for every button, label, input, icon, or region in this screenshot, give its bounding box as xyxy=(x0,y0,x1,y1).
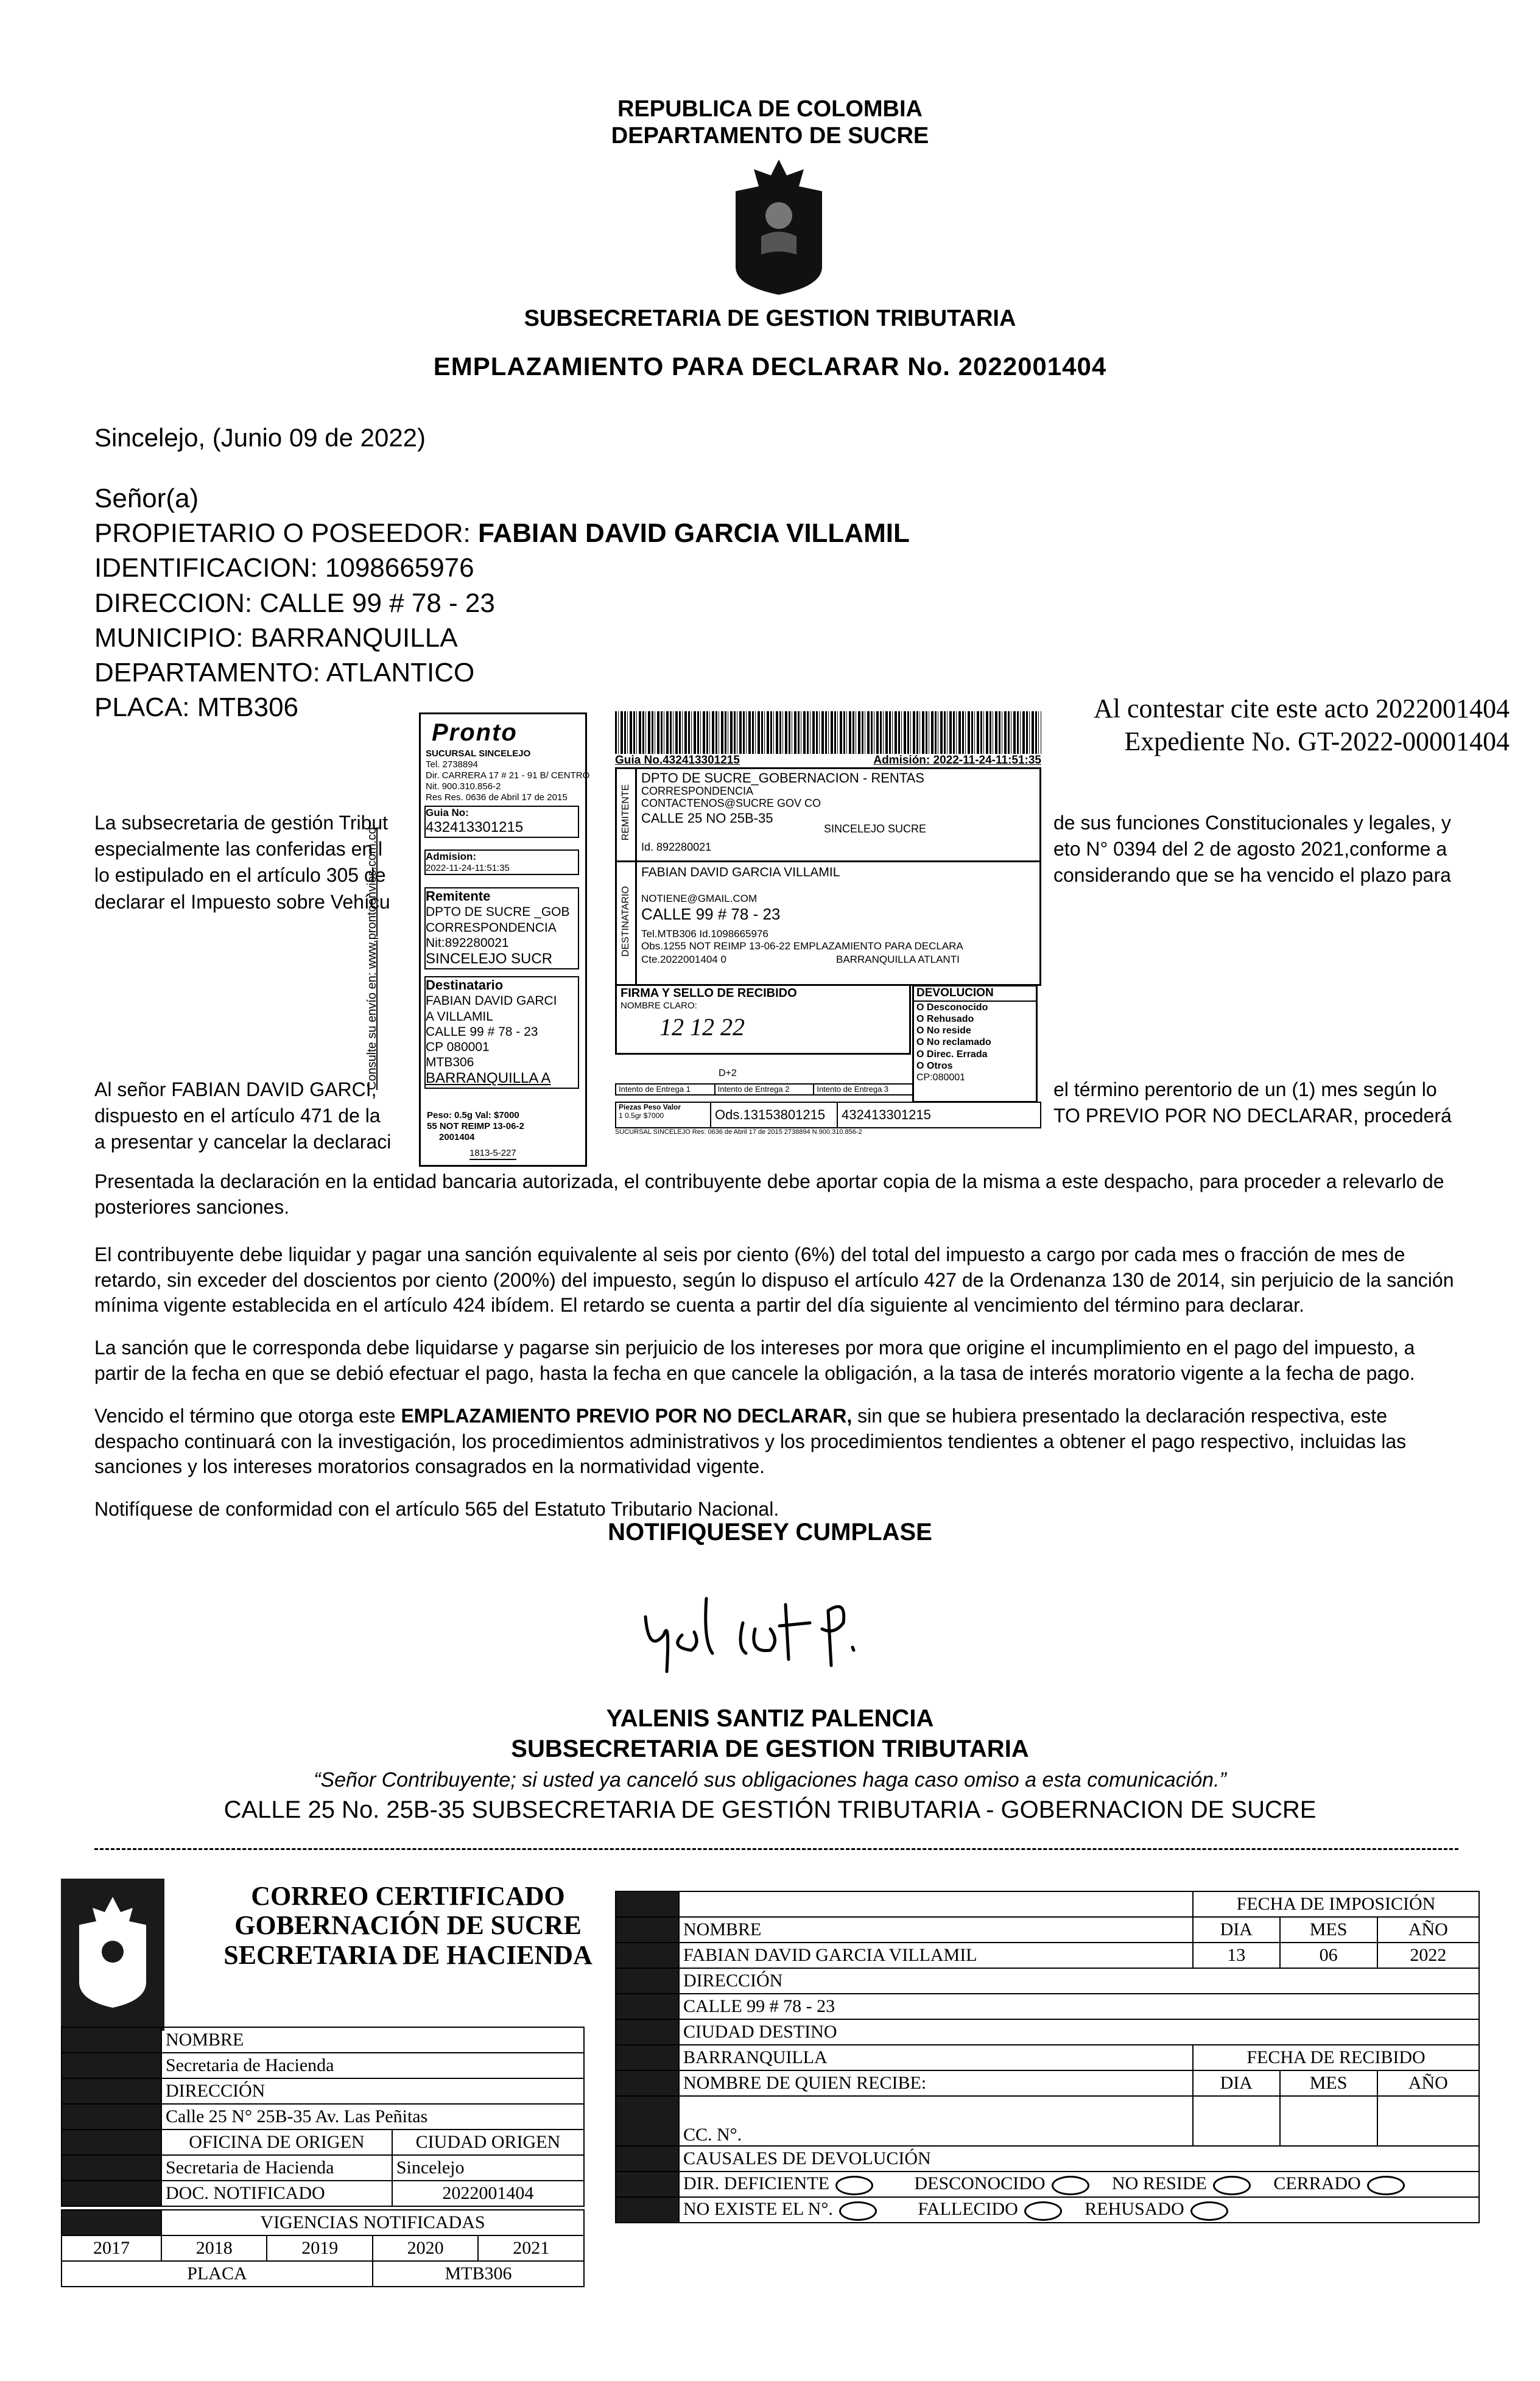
courier-label-small xyxy=(419,712,590,1167)
return-postal-code: CP:080001 xyxy=(916,1072,966,1083)
month-label: MES xyxy=(1280,1917,1377,1943)
return-label: DEVOLUCION xyxy=(914,987,1036,1002)
recipient-label: Destinatario xyxy=(426,977,504,993)
blank-cell xyxy=(1280,2096,1377,2146)
slip-vigencias-table xyxy=(61,2209,585,2287)
sender-box xyxy=(424,887,579,969)
guide-box xyxy=(424,806,579,838)
pieces-values: 1 0.5gr $7000 xyxy=(619,1111,664,1120)
guide-admission-row xyxy=(615,754,1041,767)
recipient-side-label: DESTINATARIO xyxy=(621,886,631,957)
body-right-column xyxy=(1053,810,1451,889)
slip-emblem-block xyxy=(61,1879,164,2031)
blank-cell xyxy=(1193,2096,1280,2146)
order-number: Ods.13153801215 xyxy=(711,1103,838,1127)
taxpayer-note: “Señor Contribuyente; si usted ya canceló sus obligaciones haga caso omiso a esta comunicación.” xyxy=(314,1768,1226,1792)
shade-cell xyxy=(62,2078,161,2104)
destination-city-value: BARRANQUILLA xyxy=(679,2045,1193,2070)
vigencia-year: 2019 xyxy=(267,2235,372,2261)
shade-cell xyxy=(62,2210,161,2235)
cause-deficient-address: DIR. DEFICIENTE xyxy=(683,2173,829,2194)
observation-2: 2001404 xyxy=(439,1132,475,1142)
return-option: O Otros xyxy=(916,1060,953,1071)
branch-footer: SUCURSAL SINCELEJO Res: 0636 de Abril 17 de 2015 2738894 N.900.310.856-2 xyxy=(615,1128,862,1136)
origin-city-label: CIUDAD ORIGEN xyxy=(392,2130,584,2155)
tracking-url-vertical: Consulte su envío en: www.prontoenvios.com.co xyxy=(365,827,379,1090)
courier-branch-nit: Nit. 900.310.856-2 xyxy=(426,781,501,792)
recipient-name: FABIAN DAVID GARCIA VILLAMIL xyxy=(641,865,840,879)
body-left-line: Al señor FABIAN DAVID GARCI, xyxy=(94,1078,377,1100)
year-label: AÑO xyxy=(1377,2070,1479,2096)
shade-cell xyxy=(616,1994,679,2019)
shade-cell xyxy=(616,2146,679,2172)
paragraph-emphasis: EMPLAZAMIENTO PREVIO POR NO DECLARAR, xyxy=(401,1405,853,1427)
cause-checkbox[interactable] xyxy=(1052,2176,1089,2195)
return-causes-row-2 xyxy=(679,2197,1479,2223)
notified-doc-label: DOC. NOTIFICADO xyxy=(161,2181,392,2206)
body-right-line: el término perentorio de un (1) mes según lo xyxy=(1053,1078,1437,1100)
month-label: MES xyxy=(1280,2070,1377,2096)
department-heading: DEPARTAMENTO DE SUCRE xyxy=(611,123,929,149)
destination-city-label: CIUDAD DESTINO xyxy=(679,2019,1479,2045)
delivery-attempt: Intento de Entrega 2 xyxy=(716,1085,815,1094)
courier-branch-address: Dir. CARRERA 17 # 21 - 91 B/ CENTRO xyxy=(426,770,590,781)
observation: 55 NOT REIMP 13-06-2 xyxy=(427,1121,524,1131)
cc-label: CC. N°. xyxy=(679,2096,1193,2146)
delivery-attempt: Intento de Entrega 3 xyxy=(817,1085,889,1094)
return-option: O Desconocido xyxy=(916,1002,988,1013)
shade-cell xyxy=(616,2045,679,2070)
sender-line: DPTO DE SUCRE_GOBERNACION - RENTAS xyxy=(641,770,924,786)
admission-value: 2022-11-24-11:51:35 xyxy=(426,863,510,874)
shade-cell xyxy=(62,2155,161,2181)
paragraph-proceedings xyxy=(94,1404,1464,1480)
municipality-line: MUNICIPIO: BARRANQUILLA xyxy=(94,622,458,653)
slip-title xyxy=(164,1882,652,1970)
slip-title-line: CORREO CERTIFICADO xyxy=(251,1881,565,1911)
admission-box xyxy=(424,849,579,875)
day-value: 13 xyxy=(1193,1943,1280,1968)
vigencias-label: VIGENCIAS NOTIFICADAS xyxy=(161,2210,584,2235)
guide-number-bottom: 432413301215 xyxy=(842,1107,931,1122)
vigencia-year: 2018 xyxy=(161,2235,267,2261)
cut-line xyxy=(94,1848,1458,1850)
cause-deceased: FALLECIDO xyxy=(918,2199,1018,2220)
courier-branch-tel: Tel. 2738894 xyxy=(426,759,478,770)
paragraph-text: Vencido el término que otorga este xyxy=(94,1405,401,1427)
sender-label: Remitente xyxy=(426,888,491,904)
cause-checkbox[interactable] xyxy=(839,2201,877,2221)
sender-line: CORRESPONDENCIA xyxy=(641,785,754,797)
sender-id: Id. 892280021 xyxy=(641,841,712,853)
recipient-account: Cte.2022001404 0 xyxy=(641,954,726,965)
guide-label: Guia No: xyxy=(426,807,469,818)
origin-office-value: Secretaria de Hacienda xyxy=(161,2155,392,2181)
shipment-barcode xyxy=(615,711,1041,754)
pieces-cell xyxy=(616,1103,711,1127)
shade-cell xyxy=(616,1891,679,1917)
pieces-label: Piezas Peso Valor xyxy=(619,1103,681,1111)
admission-line: Admisión: 2022-11-24-11:51:35 xyxy=(873,754,1041,767)
recipient-city: BARRANQUILLA A xyxy=(426,1070,551,1087)
receiver-name-label: NOMBRE DE QUIEN RECIBE: xyxy=(679,2070,1193,2096)
body-right-line: eto N° 0394 del 2 de agosto 2021,conforme a xyxy=(1053,838,1447,860)
guide-line: Guia No.432413301215 xyxy=(615,754,740,767)
courier-branch-res: Res Res. 0636 de Abril 17 de 2015 xyxy=(426,792,568,803)
body-right-line: TO PREVIO POR NO DECLARAR, procederá xyxy=(1053,1105,1452,1127)
sender-address-value: Calle 25 N° 25B-35 Av. Las Peñitas xyxy=(161,2104,584,2130)
sender-email: CONTACTENOS@SUCRE GOV CO xyxy=(641,797,821,809)
sender-address: CALLE 25 NO 25B-35 xyxy=(641,811,773,826)
recipient-address-value: CALLE 99 # 78 - 23 xyxy=(679,1994,1479,2019)
sequence-number: 1813-5-227 xyxy=(469,1148,516,1160)
blank-cell xyxy=(1377,2096,1479,2146)
delivery-code: D+2 xyxy=(719,1068,737,1078)
shade-cell xyxy=(616,1943,679,1968)
notified-doc-value: 2022001404 xyxy=(392,2181,584,2206)
clear-name-label: NOMBRE CLARO: xyxy=(621,1001,697,1011)
blank-cell xyxy=(679,1891,1193,1917)
recipient-observation: Obs.1255 NOT REIMP 13-06-22 EMPLAZAMIENTO PARA DECLARA xyxy=(641,940,963,952)
paragraph-sanction xyxy=(94,1242,1464,1318)
recipient-box xyxy=(424,976,579,1089)
recipient-block xyxy=(94,481,910,725)
shade-cell xyxy=(62,2027,161,2053)
paragraph-text: Presentada la declaración en la entidad bancaria autorizada, el contribuyente debe aportar copia de la misma a este despacho, para proceder a relevarlo de posteriores sanciones. xyxy=(94,1170,1444,1218)
year-value: 2022 xyxy=(1377,1943,1479,1968)
coat-of-arms-emblem xyxy=(731,157,827,296)
plate-value: MTB306 xyxy=(373,2261,584,2287)
sender-address-label: DIRECCIÓN xyxy=(161,2078,584,2104)
received-date-label: FECHA DE RECIBIDO xyxy=(1193,2045,1479,2070)
paragraph-text: sin que se hubiera presentado la declaración respectiva, este despacho continuará con la investigación, los procedimientos administrativos y los procedimientos tendientes a obtener el pago respectivo, incluidas las sanciones y los intereses moratorios consagrados en la normatividad vigente. xyxy=(94,1405,1407,1478)
day-label: DIA xyxy=(1193,1917,1280,1943)
sender-nit: Nit:892280021 xyxy=(426,935,509,950)
paragraph-interest xyxy=(94,1335,1464,1386)
signature-label: FIRMA Y SELLO DE RECIBIDO xyxy=(621,987,797,1000)
sender-side-label: REMITENTE xyxy=(621,784,631,841)
body-left-column-2 xyxy=(94,1077,391,1156)
owner-label: PROPIETARIO O POSEEDOR: xyxy=(94,518,471,549)
recipient-section xyxy=(615,862,1041,986)
shade-cell xyxy=(616,2096,679,2146)
return-causes-label: CAUSALES DE DEVOLUCIÓN xyxy=(679,2146,1479,2172)
month-value: 06 xyxy=(1280,1943,1377,1968)
shade-cell xyxy=(62,2104,161,2130)
paragraph-declaration xyxy=(94,1169,1464,1220)
paragraph-text: El contribuyente debe liquidar y pagar una sanción equivalente al seis por ciento (6%) del total del impuesto a cargo por cada mes o fracción de mes de retardo, sin exceder del doscientos por ciento (200%) del impuesto, según lo dispuso el artículo 427 de la Ordenanza 130 de 2014, sin perjuicio de la sanción mínima vigente establecida en el artículo 424 ibídem. El retardo se cuenta a partir del día siguiente al vencimiento del término para declarar. xyxy=(94,1243,1454,1317)
year-label: AÑO xyxy=(1377,1917,1479,1943)
shade-cell xyxy=(62,2181,161,2206)
body-left-line: La subsecretaria de gestión Tribut xyxy=(94,812,389,834)
receipt-section xyxy=(615,986,1041,1102)
admission-label: Admision: xyxy=(426,851,477,862)
return-causes-row-1 xyxy=(679,2172,1479,2197)
shade-cell xyxy=(62,2130,161,2155)
plate-line: PLACA: MTB306 xyxy=(94,692,299,723)
recipient-postal-code: CP 080001 xyxy=(426,1039,490,1054)
recipient-line: CALLE 99 # 78 - 23 xyxy=(426,1024,538,1039)
origin-office-label: OFICINA DE ORIGEN xyxy=(161,2130,392,2155)
sender-name-value: Secretaria de Hacienda xyxy=(161,2053,584,2078)
cause-not-reside: NO RESIDE xyxy=(1112,2173,1207,2194)
sender-section xyxy=(615,767,1041,862)
place-date: Sincelejo, (Junio 09 de 2022) xyxy=(94,423,426,452)
cause-checkbox[interactable] xyxy=(1367,2176,1405,2195)
sender-city: SINCELEJO SUCRE xyxy=(824,823,927,835)
shade-cell xyxy=(616,2172,679,2197)
identification-line: IDENTIFICACION: 1098665976 xyxy=(94,553,474,583)
body-left-line: lo estipulado en el artículo 305 de xyxy=(94,864,386,887)
vigencia-year: 2020 xyxy=(373,2235,478,2261)
vigencia-year: 2021 xyxy=(478,2235,584,2261)
courier-branch: SUCURSAL SINCELEJO xyxy=(426,748,531,759)
signer-office: SUBSECRETARIA DE GESTION TRIBUTARIA xyxy=(511,1736,1029,1762)
recipient-address-label: DIRECCIÓN xyxy=(679,1968,1479,1994)
shade-cell xyxy=(62,2053,161,2078)
country-heading: REPUBLICA DE COLOMBIA xyxy=(617,96,923,122)
cite-reference: Al contestar cite este acto 2022001404 xyxy=(1093,694,1510,723)
sender-line: DPTO DE SUCRE _GOB xyxy=(426,905,570,920)
handwritten-signature xyxy=(633,1592,926,1684)
cause-checkbox[interactable] xyxy=(1190,2201,1228,2221)
cause-checkbox[interactable] xyxy=(1024,2201,1062,2221)
cause-refused: REHUSADO xyxy=(1085,2199,1184,2220)
signer-name: YALENIS SANTIZ PALENCIA xyxy=(606,1705,934,1732)
return-option: O No reclamado xyxy=(916,1037,991,1048)
return-reasons-box xyxy=(912,985,1038,1103)
document-title: EMPLAZAMIENTO PARA DECLARAR No. 2022001404 xyxy=(433,352,1107,381)
paragraph-text: La sanción que le corresponda debe liquidarse y pagarse sin perjuicio de los intereses por mora que origine el incumplimiento en el pago del impuesto, a partir de la fecha en que se debió efectuar el pago, hasta la fecha en que cancele la obligación, a la tasa de interés moratorio vigente a la fecha de pago. xyxy=(94,1337,1415,1384)
body-right-column-2 xyxy=(1053,1077,1452,1129)
cause-closed: CERRADO xyxy=(1273,2173,1361,2194)
office-heading: SUBSECRETARIA DE GESTION TRIBUTARIA xyxy=(524,306,1016,331)
sender-line: CORRESPONDENCIA xyxy=(426,920,557,935)
recipient-address: CALLE 99 # 78 - 23 xyxy=(641,905,781,923)
recipient-name-value: FABIAN DAVID GARCIA VILLAMIL xyxy=(679,1943,1193,1968)
body-left-line: dispuesto en el artículo 471 de la xyxy=(94,1105,381,1127)
day-label: DIA xyxy=(1193,2070,1280,2096)
vigencia-year: 2017 xyxy=(62,2235,161,2261)
recipient-email: NOTIENE@GMAIL.COM xyxy=(641,893,758,904)
piece-summary-row xyxy=(615,1102,1041,1128)
notify-heading: NOTIFIQUESEY CUMPLASE xyxy=(608,1519,932,1546)
slip-recipient-table xyxy=(615,1891,1480,2223)
sender-name-label: NOMBRE xyxy=(161,2027,584,2053)
address-line: DIRECCION: CALLE 99 # 78 - 23 xyxy=(94,588,495,618)
plate-label: PLACA xyxy=(62,2261,373,2287)
paragraph-text: Notifíquese de conformidad con el artículo 565 del Estatuto Tributario Nacional. xyxy=(94,1498,779,1520)
owner-line xyxy=(94,516,910,550)
courier-brand-logo: Pronto xyxy=(432,719,518,746)
delivery-attempt: Intento de Entrega 1 xyxy=(616,1085,716,1094)
owner-name: FABIAN DAVID GARCIA VILLAMIL xyxy=(477,518,910,549)
slip-sender-table xyxy=(61,2027,585,2207)
shade-cell xyxy=(616,2070,679,2096)
imposition-date-label: FECHA DE IMPOSICIÓN xyxy=(1193,1891,1479,1917)
recipient-phone: Tel.MTB306 Id.1098665976 xyxy=(641,928,768,940)
recipient-line: A VILLAMIL xyxy=(426,1009,493,1024)
courier-label-large xyxy=(615,711,1041,1136)
cause-number-not-exist: NO EXISTE EL N°. xyxy=(683,2199,833,2220)
body-right-line: considerando que se ha vencido el plazo para xyxy=(1053,864,1451,887)
body-left-column xyxy=(94,810,390,915)
body-left-line: declarar el Impuesto sobre Vehícu xyxy=(94,890,390,913)
slip-title-line: GOBERNACIÓN DE SUCRE xyxy=(234,1910,582,1941)
return-option: O No reside xyxy=(916,1025,971,1036)
recipient-line: FABIAN DAVID GARCI xyxy=(426,994,557,1008)
recipient-plate: MTB306 xyxy=(426,1055,474,1070)
recipient-city: BARRANQUILLA ATLANTI xyxy=(836,954,960,965)
delivery-attempts-row xyxy=(615,1083,913,1096)
body-right-line: de sus funciones Constitucionales y legales, y xyxy=(1053,812,1451,834)
recipient-name-label: NOMBRE xyxy=(679,1917,1193,1943)
shade-cell xyxy=(616,1968,679,1994)
shade-cell xyxy=(616,2197,679,2223)
cause-unknown: DESCONOCIDO xyxy=(914,2173,1046,2194)
weight-value: Peso: 0.5g Val: $7000 xyxy=(427,1110,519,1120)
body-left-line: a presentar y cancelar la declaraci xyxy=(94,1131,392,1153)
body-left-line: especialmente las conferidas en l xyxy=(94,838,383,860)
salutation: Señor(a) xyxy=(94,484,199,513)
office-address: CALLE 25 No. 25B-35 SUBSECRETARIA DE GESTIÓN TRIBUTARIA - GOBERNACION DE SUCRE xyxy=(223,1796,1317,1823)
return-option: O Direc. Errada xyxy=(916,1049,988,1060)
department-line: DEPARTAMENTO: ATLANTICO xyxy=(94,657,475,688)
origin-city-value: Sincelejo xyxy=(392,2155,584,2181)
shade-cell xyxy=(616,1917,679,1943)
handwritten-receipt-date: 12 12 22 xyxy=(659,1013,745,1041)
file-reference: Expediente No. GT-2022-00001404 xyxy=(1124,726,1510,756)
cause-checkbox[interactable] xyxy=(1213,2176,1251,2195)
signature-box xyxy=(615,986,911,1055)
guide-number: 432413301215 xyxy=(426,819,524,836)
slip-title-line: SECRETARIA DE HACIENDA xyxy=(223,1940,592,1970)
sender-city: SINCELEJO SUCR xyxy=(426,950,553,967)
return-option: O Rehusado xyxy=(916,1013,974,1024)
cause-checkbox[interactable] xyxy=(835,2176,873,2195)
shade-cell xyxy=(616,2019,679,2045)
